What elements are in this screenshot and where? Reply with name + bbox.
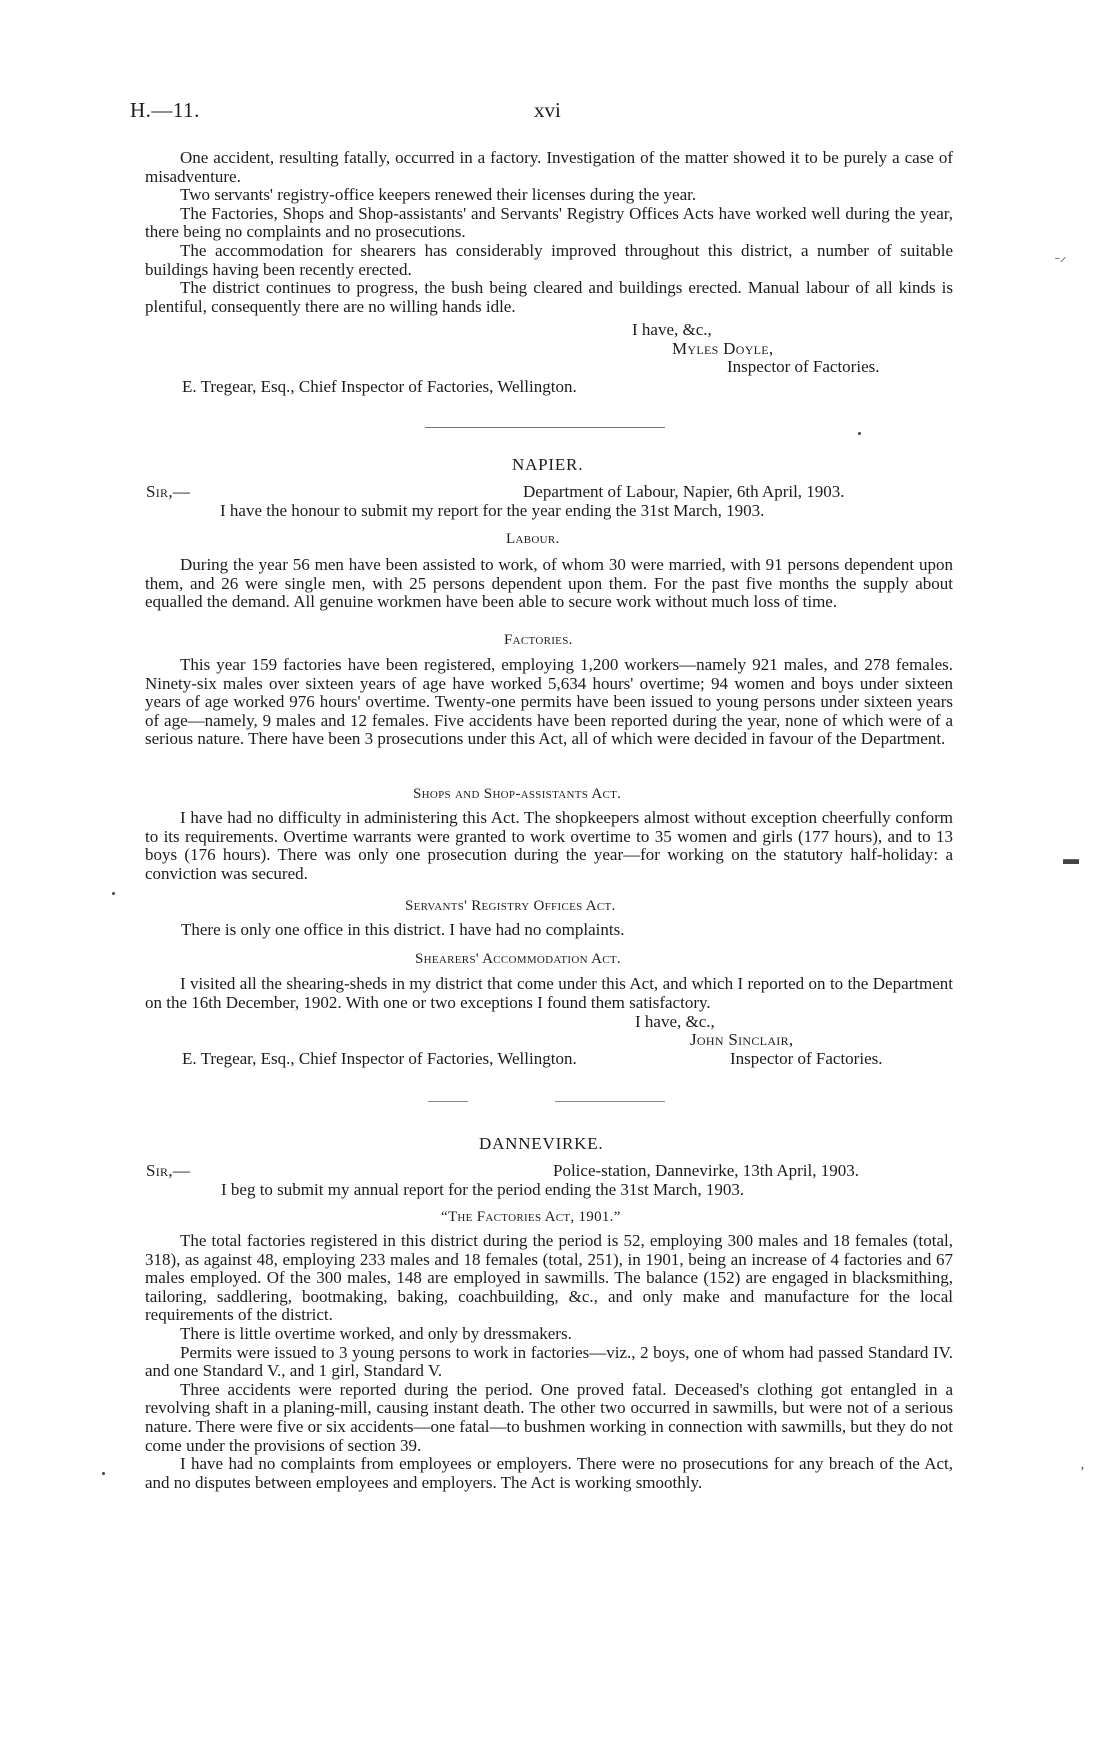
signatory-title: Inspector of Factories. bbox=[727, 357, 880, 376]
page-number: xvi bbox=[534, 98, 561, 122]
paragraph: Permits were issued to 3 young persons to work in factories—viz., 2 boys, one of whom had passed Standard IV. and one Standard V., and 1 girl, Standard V. bbox=[145, 1342, 953, 1381]
paragraph: I have had no complaints from employees or employers. There were no prosecutions for any breach of the Act, and no disputes between employees and employers. The Act is working smoothly. bbox=[145, 1454, 953, 1492]
section-divider bbox=[555, 1101, 665, 1102]
subheading-labour: Labour. bbox=[506, 531, 560, 547]
subheading-factories-act: “The Factories Act, 1901.” bbox=[441, 1209, 621, 1225]
paragraph: The total factories registered in this district during the period is 52, employing 300 males and 18 females (total, 318), as against 48, employing 233 males and 18 females (total, 251), in 1901, being an increase of 4 factories and 67 males employed. Of the 300 males, 148 are employed in sawmills. The balance (152) are engaged in blacksmithing, tailoring, saddlering, bootmaking, baking, coachbuilding, &c., and only make and manufacture for the local requirements of the district. bbox=[145, 1231, 953, 1325]
previous-report-body bbox=[145, 149, 953, 316]
dateline: Police-station, Dannevirke, 13th April, 1903. bbox=[553, 1161, 859, 1180]
subheading-shops-act: Shops and Shop-assistants Act. bbox=[413, 786, 622, 802]
addressee: E. Tregear, Esq., Chief Inspector of Factories, Wellington. bbox=[182, 1049, 577, 1068]
subheading-shearers-act: Shearers' Accommodation Act. bbox=[415, 951, 621, 967]
scan-dot bbox=[102, 1472, 105, 1475]
paragraph: Three accidents were reported during the period. One proved fatal. Deceased's clothing got entangled in a revolving shaft in a planing-mill, causing instant death. The other two occurred in sawmills, but were not of a serious nature. There were five or six accidents—one fatal—to bushmen working in connection with sawmills, but they do not come under the provisions of section 39. bbox=[145, 1379, 953, 1455]
scan-mark: ˗⸝ bbox=[1055, 250, 1067, 265]
signature: Myles Doyle, bbox=[672, 339, 774, 358]
addressee: E. Tregear, Esq., Chief Inspector of Factories, Wellington. bbox=[182, 377, 577, 396]
paragraph: The district continues to progress, the bush being cleared and buildings erected. Manual labour of all kinds is plentiful, consequently there are no willing hands idle. bbox=[145, 278, 953, 316]
scan-mark: ▬ bbox=[1063, 851, 1079, 868]
signature: John Sinclair, bbox=[690, 1030, 794, 1049]
dannevirke-body bbox=[145, 1232, 953, 1492]
section-heading-dannevirke: DANNEVIRKE. bbox=[479, 1134, 604, 1153]
paragraph: This year 159 factories have been registered, employing 1,200 workers—namely 921 males, and 278 females. Ninety-six males over sixteen years of age have worked 5,634 hours' overtime; 94 women and boys under sixteen years of age worked 976 hours' overtime. Twenty-one permits have been issued to young persons under sixteen years of age—namely, 9 males and 12 females. Five accidents have been reported during the year, none of which were of a serious nature. There have been 3 prosecutions under this Act, all of which were decided in favour of the Department. bbox=[145, 655, 953, 749]
scan-dot bbox=[112, 892, 115, 895]
paragraph: The accommodation for shearers has considerably improved throughout this district, a number of suitable buildings having been recently erected. bbox=[145, 240, 953, 279]
paragraph: There is little overtime worked, and only by dressmakers. bbox=[180, 1323, 572, 1343]
section-divider bbox=[428, 1101, 468, 1102]
paragraph: I have had no difficulty in administering this Act. The shopkeepers almost without exception cheerfully conform to its requirements. Overtime warrants were granted to work overtime to 35 women and girls (177 hours), and to 13 boys (176 hours). There was only one prosecution during the year—for working on the statutory half-holiday: a conviction was secured. bbox=[145, 808, 953, 883]
paragraph: The Factories, Shops and Shop-assistants' and Servants' Registry Offices Acts have worked well during the year, there being no complaints and no prosecutions. bbox=[145, 203, 953, 242]
signatory-title: Inspector of Factories. bbox=[730, 1049, 883, 1068]
paragraph: There is only one office in this district. I have had no complaints. bbox=[181, 920, 625, 939]
section-divider bbox=[425, 427, 665, 428]
subheading-servants-act: Servants' Registry Offices Act. bbox=[405, 898, 616, 914]
salutation: Sir,— bbox=[146, 482, 191, 501]
page-reference: H.—11. bbox=[130, 98, 200, 122]
shearers-act-section bbox=[145, 975, 953, 1012]
subheading-factories: Factories. bbox=[504, 632, 573, 648]
paragraph: One accident, resulting fatally, occurred in a factory. Investigation of the matter showed it to be purely a case of misadventure. bbox=[145, 148, 953, 186]
intro-line: I beg to submit my annual report for the period ending the 31st March, 1903. bbox=[221, 1180, 745, 1199]
salutation: Sir,— bbox=[146, 1161, 191, 1180]
dateline: Department of Labour, Napier, 6th April, 1903. bbox=[523, 482, 845, 501]
paragraph: Two servants' registry-office keepers renewed their licenses during the year. bbox=[180, 185, 697, 205]
section-heading-napier: NAPIER. bbox=[512, 455, 584, 474]
labour-section bbox=[145, 556, 953, 612]
scan-dot bbox=[858, 432, 861, 435]
closing-phrase: I have, &c., bbox=[632, 320, 712, 339]
shops-act-section bbox=[145, 809, 953, 883]
factories-section bbox=[145, 656, 953, 749]
paragraph: I visited all the shearing-sheds in my district that come under this Act, and which I reported on to the Department on the 16th December, 1902. With one or two exceptions I found them satisfactory. bbox=[145, 974, 953, 1012]
closing-phrase: I have, &c., bbox=[635, 1012, 715, 1031]
paragraph: During the year 56 men have been assisted to work, of whom 30 were married, with 91 persons dependent upon them, and 26 were single men, with 25 persons dependent upon them. For the past five months the supply about equalled the demand. All genuine workmen have been able to secure work without much loss of time. bbox=[145, 555, 953, 612]
intro-line: I have the honour to submit my report for the year ending the 31st March, 1903. bbox=[220, 501, 765, 520]
scan-mark: ʼ bbox=[1080, 1465, 1085, 1480]
